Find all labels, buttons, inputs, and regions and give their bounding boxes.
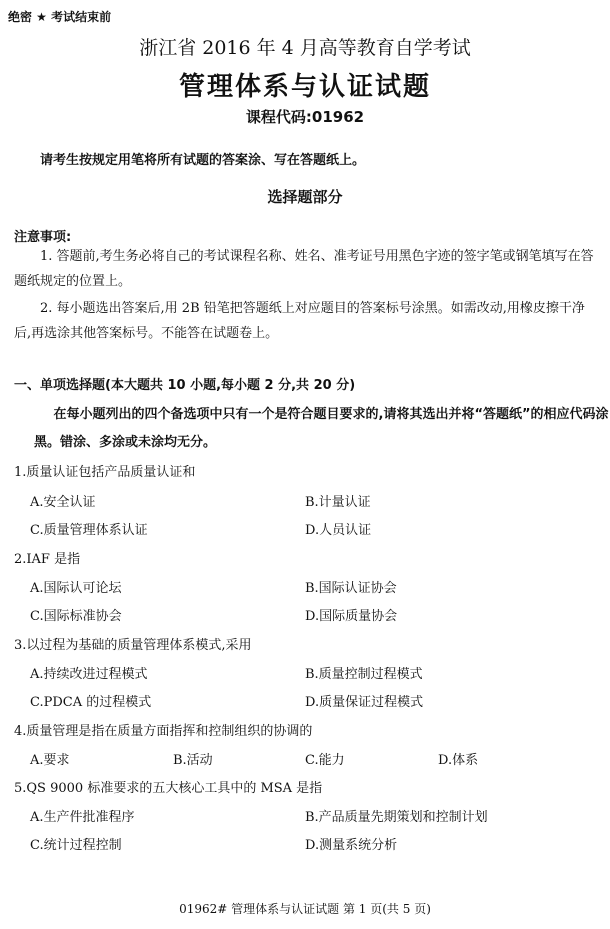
option: D.测量系统分析 xyxy=(305,838,398,853)
question-stem: 5.QS 9000 标准要求的五大核心工具中的 MSA 是指 xyxy=(14,781,323,796)
exam-title: 浙江省 2016 年 4 月高等教育自学考试 xyxy=(139,37,471,59)
option: B.产品质量先期策划和控制计划 xyxy=(305,810,488,825)
option: A.要求 xyxy=(30,753,70,768)
option: D.国际质量协会 xyxy=(305,609,398,624)
option: A.国际认可论坛 xyxy=(30,581,122,596)
option: C.PDCA 的过程模式 xyxy=(30,695,152,710)
section-heading: 一、单项选择题(本大题共 10 小题,每小题 2 分,共 20 分) xyxy=(14,378,356,393)
option: C.统计过程控制 xyxy=(30,838,122,853)
option: B.活动 xyxy=(173,753,213,768)
option: D.人员认证 xyxy=(305,523,372,538)
course-code: 课程代码:01962 xyxy=(245,108,365,126)
note-item: 1. 答题前,考生务必将自己的考试课程名称、姓名、准考证号用黑色字迹的签字笔或钢笔填写在答题纸规定的位置上。 xyxy=(14,249,594,289)
option: B.计量认证 xyxy=(305,495,371,510)
option: C.能力 xyxy=(305,753,345,768)
question-stem: 3.以过程为基础的质量管理体系模式,采用 xyxy=(14,638,252,653)
option: D.体系 xyxy=(438,753,479,768)
page-footer: 01962# 管理体系与认证试题 第 1 页(共 5 页) xyxy=(179,902,431,916)
option: A.安全认证 xyxy=(30,495,96,510)
part-title: 选择题部分 xyxy=(267,188,343,206)
section-instruction: 在每小题列出的四个备选项中只有一个是符合题目要求的,请将其选出并将“答题纸”的相应代码涂黑。错涂、多涂或未涂均无分。 xyxy=(34,407,609,450)
option: C.国际标准协会 xyxy=(30,609,122,624)
question-stem: 2.IAF 是指 xyxy=(14,552,81,567)
option: C.质量管理体系认证 xyxy=(30,523,148,538)
secret-label: 绝密 ★ 考试结束前 xyxy=(8,10,112,24)
notes-heading: 注意事项: xyxy=(14,230,72,245)
paper-title: 管理体系与认证试题 xyxy=(178,72,431,102)
question-stem: 1.质量认证包括产品质量认证和 xyxy=(14,465,196,480)
note-item: 2. 每小题选出答案后,用 2B 铅笔把答题纸上对应题目的答案标号涂黑。如需改动,用橡皮擦干净后,再选涂其他答案标号。不能答在试题卷上。 xyxy=(14,301,585,341)
option: D.质量保证过程模式 xyxy=(305,695,424,710)
option: A.持续改进过程模式 xyxy=(30,667,148,682)
option: B.质量控制过程模式 xyxy=(305,667,423,682)
candidate-note: 请考生按规定用笔将所有试题的答案涂、写在答题纸上。 xyxy=(40,153,366,168)
option: A.生产件批准程序 xyxy=(30,810,135,825)
option: B.国际认证协会 xyxy=(305,581,397,596)
question-stem: 4.质量管理是指在质量方面指挥和控制组织的协调的 xyxy=(14,724,313,739)
